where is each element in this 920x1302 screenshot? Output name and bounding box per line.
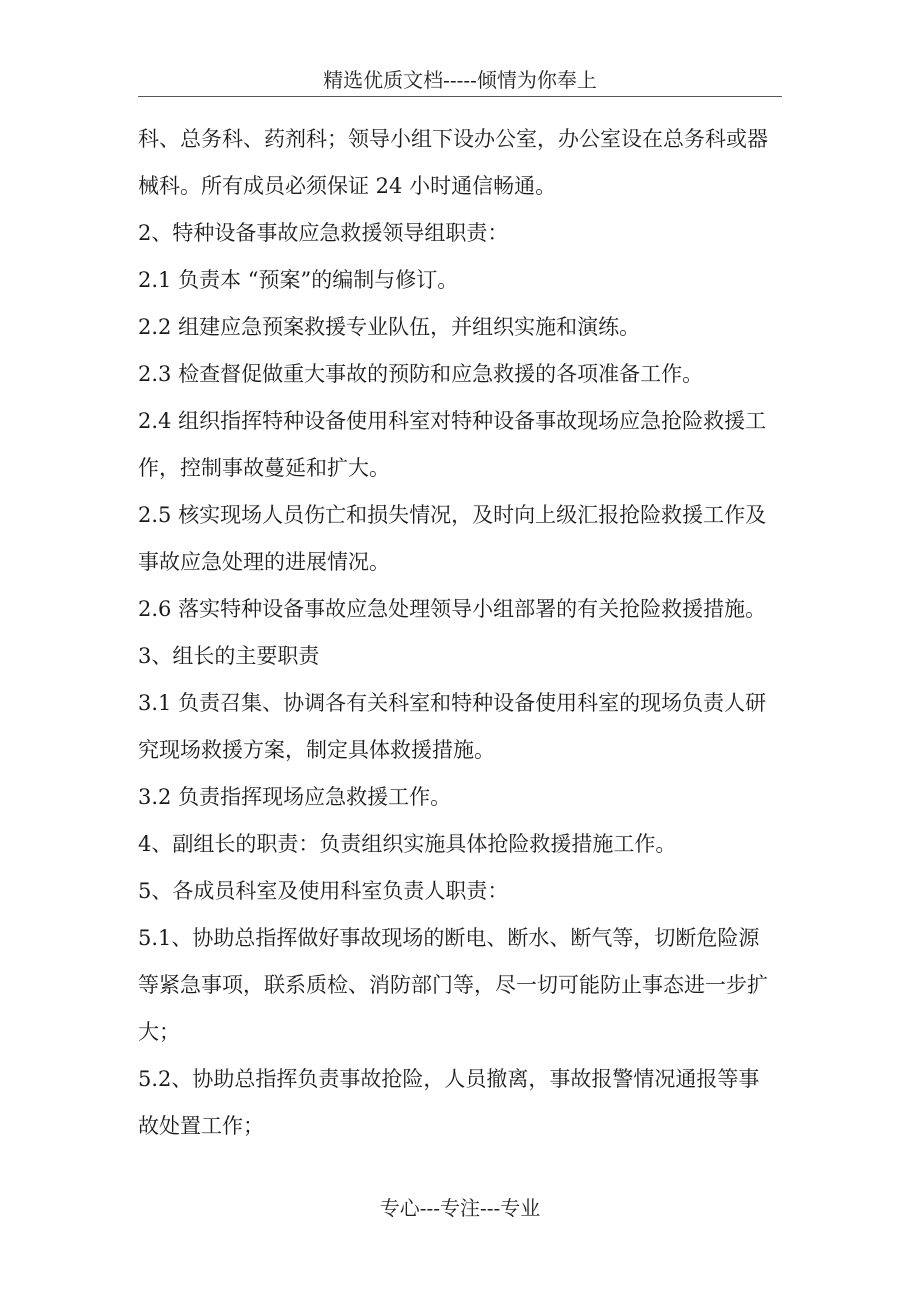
body-line: 究现场救援方案，制定具体救援措施。 <box>138 738 495 762</box>
header-divider <box>138 96 782 97</box>
body-line: 故处置工作； <box>138 1114 264 1138</box>
document-body <box>138 116 786 1150</box>
body-line: 大； <box>138 1020 180 1044</box>
section-heading-5: 5、各成员科室及使用科室负责人职责： <box>138 879 509 903</box>
body-line: 5.1、协助总指挥做好事故现场的断电、断水、断气等，切断危险源 <box>138 926 760 950</box>
body-line: 3.2 负责指挥现场应急救援工作。 <box>138 785 452 809</box>
section-heading-4: 4、副组长的职责：负责组织实施具体抢险救援措施工作。 <box>138 832 677 856</box>
page-header: 精选优质文档-----倾情为你奉上 <box>323 68 597 92</box>
section-heading-3: 3、组长的主要职责 <box>138 644 320 668</box>
body-line: 3.1 负责召集、协调各有关科室和特种设备使用科室的现场负责人研 <box>138 691 767 715</box>
body-line: 2.3 检查督促做重大事故的预防和应急救援的各项准备工作。 <box>138 362 704 386</box>
body-line: 作，控制事故蔓延和扩大。 <box>138 456 390 480</box>
body-line: 2.6 落实特种设备事故应急处理领导小组部署的有关抢险救援措施。 <box>138 597 767 621</box>
body-line: 2.5 核实现场人员伤亡和损失情况，及时向上级汇报抢险救援工作及 <box>138 503 767 527</box>
body-line: 2.4 组织指挥特种设备使用科室对特种设备事故现场应急抢险救援工 <box>138 409 767 433</box>
body-line: 械科。所有成员必须保证 24 小时通信畅通。 <box>138 174 557 198</box>
body-line: 2.2 组建应急预案救援专业队伍，并组织实施和演练。 <box>138 315 641 339</box>
body-line: 5.2、协助总指挥负责事故抢险，人员撤离，事故报警情况通报等事 <box>138 1067 760 1091</box>
page-footer: 专心---专注---专业 <box>379 1196 541 1220</box>
section-heading-2: 2、特种设备事故应急救援领导组职责： <box>138 221 509 245</box>
body-line: 科、总务科、药剂科；领导小组下设办公室，办公室设在总务科或器 <box>138 127 768 151</box>
body-line: 2.1 负责本 “预案”的编制与修订。 <box>138 268 459 292</box>
body-line: 等紧急事项，联系质检、消防部门等，尽一切可能防止事态进一步扩 <box>138 973 768 997</box>
body-line: 事故应急处理的进展情况。 <box>138 550 390 574</box>
